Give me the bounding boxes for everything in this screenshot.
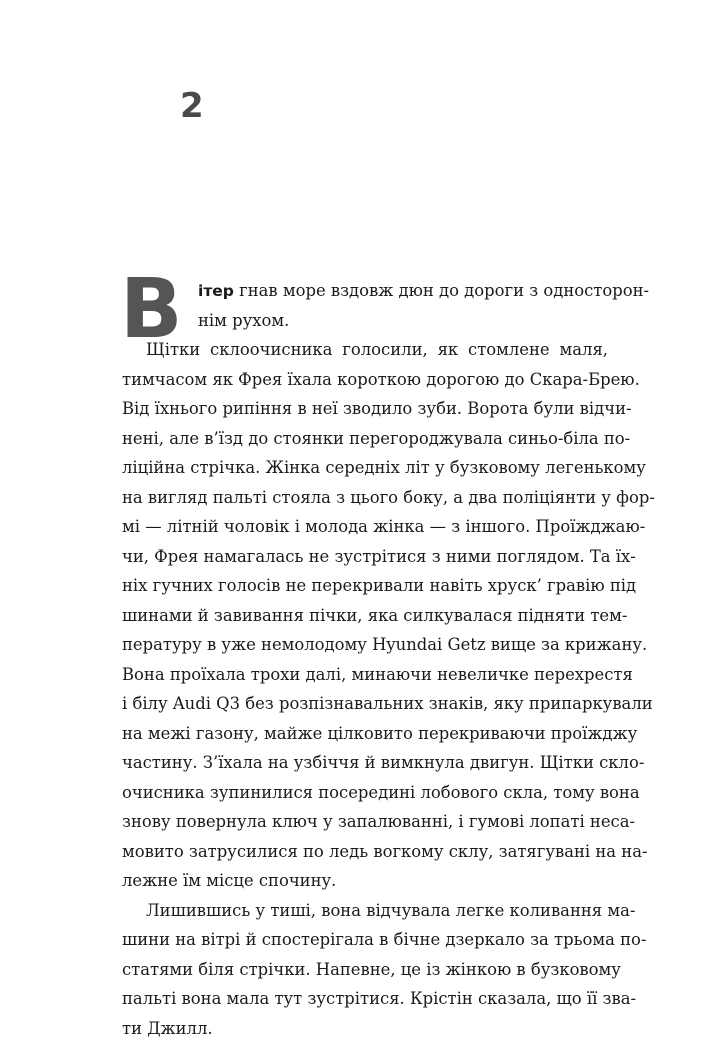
text-line: чи, Фрея намагалась не зустрітися з ними поглядом. Та їх- (122, 542, 608, 572)
text-line: ти Джилл. (122, 1014, 608, 1043)
text-line: Щітки склоочисника голосили, як стомлене маля, (122, 335, 608, 365)
text-line: частину. З’їхала на узбіччя й вимкнула двигун. Щітки скло- (122, 748, 608, 778)
text-line: тимчасом як Фрея їхала короткою дорогою до Скара-Брею. (122, 365, 608, 395)
text-line: Вона проїхала трохи далі, минаючи невеличке перехрестя (122, 660, 608, 690)
text-line: Від їхнього рипіння в неї зводило зуби. Ворота були відчи- (122, 394, 608, 424)
text-line (122, 276, 608, 306)
lead-word: ітер (198, 282, 234, 300)
text-line: мі — літній чоловік і молода жінка — з іншого. Проїжджаю- (122, 512, 608, 542)
text-line: нім рухом. (122, 306, 608, 336)
text-line: Лишившись у тиші, вона відчувала легке коливання ма- (122, 896, 608, 926)
text-line: лежне їм місце спочину. (122, 866, 608, 896)
chapter-number: 2 (180, 86, 204, 126)
text-line: на межі газону, майже цілковито перекриваючи проїжджу (122, 719, 608, 749)
text-line: очисника зупинилися посередині лобового скла, тому вона (122, 778, 608, 808)
text-line: ліційна стрічка. Жінка середніх літ у бузковому легенькому (122, 453, 608, 483)
line-text: гнав море вздовж дюн до дороги з односторон- (234, 281, 649, 300)
text-line: мовито затрусилися по ледь вогкому склу, затягувані на на- (122, 837, 608, 867)
paragraph (122, 896, 608, 1043)
text-line: на вигляд пальті стояла з цього боку, а два поліціянти у фор- (122, 483, 608, 513)
paragraph (122, 335, 608, 896)
text-line: пературу в уже немолодому Hyundai Getz вище за крижану. (122, 630, 608, 660)
text-line: і білу Audi Q3 без розпізнавальних знаків, яку припаркували (122, 689, 608, 719)
text-line: статями біля стрічки. Напевне, це із жінкою в бузковому (122, 955, 608, 985)
text-line: ніх гучних голосів не перекривали навіть хруск’ гравію під (122, 571, 608, 601)
drop-cap: В (120, 278, 183, 342)
text-line: пальті вона мала тут зустрітися. Крістін сказала, що її зва- (122, 984, 608, 1014)
text-line: шинами й завивання пічки, яка силкувалася підняти тем- (122, 601, 608, 631)
text-line: знову повернула ключ у запалюванні, і гумові лопаті неса- (122, 807, 608, 837)
text-line: шини на вітрі й спостерігала в бічне дзеркало за трьома по- (122, 925, 608, 955)
chapter-body (122, 276, 608, 1043)
text-line: нені, але в’їзд до стоянки перегороджувала синьо-біла по- (122, 424, 608, 454)
